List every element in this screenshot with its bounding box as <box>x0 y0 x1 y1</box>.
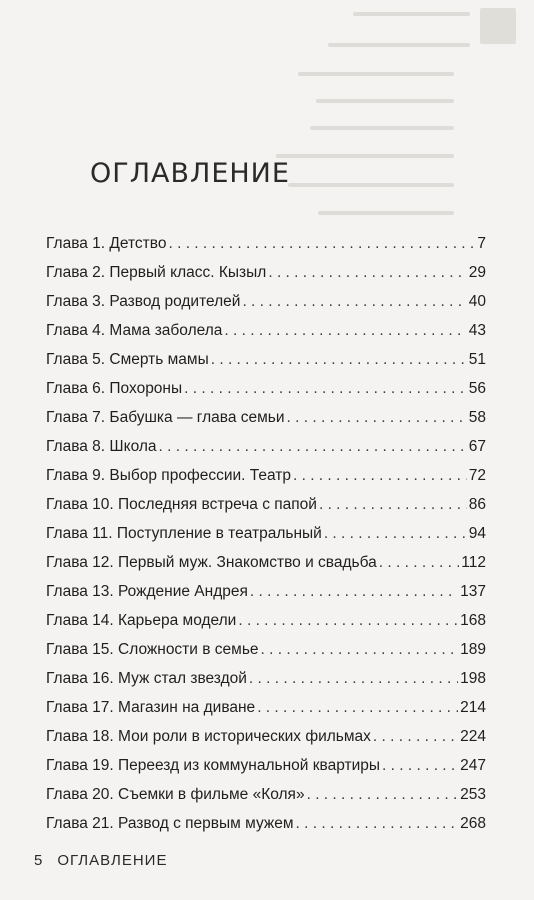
toc-entry <box>46 786 486 815</box>
toc-entry <box>46 583 486 612</box>
toc-entry <box>46 409 486 438</box>
toc-entry-page: 137 <box>460 583 486 600</box>
toc-entry-label: Глава 9. Выбор профессии. Театр <box>46 467 291 484</box>
dot-leader <box>249 670 458 688</box>
toc-entry-label: Глава 20. Съемки в фильме «Коля» <box>46 786 305 803</box>
toc-entry-label: Глава 3. Развод родителей <box>46 293 241 310</box>
dot-leader <box>257 699 458 717</box>
toc-entry <box>46 612 486 641</box>
toc-entry-page: 86 <box>468 496 486 513</box>
toc-entry <box>46 815 486 844</box>
toc-entry-page: 72 <box>468 467 486 484</box>
toc-entry <box>46 438 486 467</box>
dot-leader <box>324 525 467 543</box>
toc-entry-page: 112 <box>461 554 486 571</box>
toc-entry <box>46 554 486 583</box>
toc-entry-page: 56 <box>468 380 486 397</box>
page-footer <box>34 852 181 869</box>
toc-entry <box>46 322 486 351</box>
toc-entry <box>46 467 486 496</box>
toc-entry-page: 7 <box>477 235 486 252</box>
toc-entry <box>46 670 486 699</box>
dot-leader <box>168 235 475 253</box>
toc-entry-page: 247 <box>460 757 486 774</box>
toc-entry-page: 214 <box>460 699 486 716</box>
toc-entry-label: Глава 4. Мама заболела <box>46 322 223 339</box>
toc-entry-page: 189 <box>460 641 486 658</box>
toc-entry-page: 40 <box>468 293 486 310</box>
running-title: ОГЛАВЛЕНИЕ <box>57 852 168 869</box>
toc-entry-label: Глава 18. Мои роли в исторических фильмах <box>46 728 371 745</box>
dot-leader <box>159 438 467 456</box>
toc-entry-label: Глава 6. Похороны <box>46 380 183 397</box>
page-number: 5 <box>34 852 44 869</box>
toc-entry-page: 43 <box>468 322 486 339</box>
dot-leader <box>287 409 467 427</box>
toc-entry-label: Глава 5. Смерть мамы <box>46 351 209 368</box>
toc-entry <box>46 757 486 786</box>
toc-entry-label: Глава 12. Первый муж. Знакомство и свадьба <box>46 554 377 571</box>
toc-entry-page: 198 <box>460 670 486 687</box>
toc-entry-label: Глава 1. Детство <box>46 235 167 252</box>
toc-entry-page: 168 <box>460 612 486 629</box>
toc-entry-page: 224 <box>460 728 486 745</box>
toc-entry-label: Глава 21. Развод с первым мужем <box>46 815 294 832</box>
dot-leader <box>224 322 466 340</box>
dot-leader <box>373 728 458 746</box>
dot-leader <box>250 583 458 601</box>
toc-entry-label: Глава 2. Первый класс. Кызыл <box>46 264 267 281</box>
toc-entry <box>46 351 486 380</box>
toc-entry <box>46 699 486 728</box>
toc-entry <box>46 235 486 264</box>
dot-leader <box>238 612 458 630</box>
toc-entry <box>46 641 486 670</box>
toc-entry-label: Глава 7. Бабушка — глава семьи <box>46 409 285 426</box>
table-of-contents <box>46 235 486 844</box>
toc-entry-page: 253 <box>460 786 486 803</box>
page-title: ОГЛАВЛЕНИЕ <box>90 158 290 189</box>
dot-leader <box>379 554 460 572</box>
toc-entry-label: Глава 16. Муж стал звездой <box>46 670 247 687</box>
toc-entry-label: Глава 15. Сложности в семье <box>46 641 259 658</box>
toc-entry <box>46 728 486 757</box>
toc-entry-page: 67 <box>468 438 486 455</box>
toc-entry-page: 94 <box>468 525 486 542</box>
dot-leader <box>319 496 467 514</box>
toc-entry-label: Глава 8. Школа <box>46 438 157 455</box>
dot-leader <box>307 786 459 804</box>
dot-leader <box>382 757 458 775</box>
toc-entry <box>46 496 486 525</box>
toc-entry-label: Глава 11. Поступление в театральный <box>46 525 322 542</box>
show-through-texture <box>0 0 534 235</box>
dot-leader <box>211 351 467 369</box>
toc-entry-label: Глава 14. Карьера модели <box>46 612 237 629</box>
toc-entry <box>46 525 486 554</box>
toc-entry-page: 29 <box>468 264 486 281</box>
toc-entry <box>46 264 486 293</box>
toc-entry-page: 58 <box>468 409 486 426</box>
toc-entry-label: Глава 19. Переезд из коммунальной квартиры <box>46 757 381 774</box>
toc-entry-page: 268 <box>460 815 486 832</box>
dot-leader <box>184 380 467 398</box>
toc-entry-label: Глава 13. Рождение Андрея <box>46 583 248 600</box>
dot-leader <box>296 815 459 833</box>
dot-leader <box>242 293 466 311</box>
toc-entry <box>46 293 486 322</box>
toc-entry-label: Глава 17. Магазин на диване <box>46 699 256 716</box>
toc-entry-label: Глава 10. Последняя встреча с папой <box>46 496 317 513</box>
toc-entry-page: 51 <box>468 351 486 368</box>
dot-leader <box>261 641 459 659</box>
toc-entry <box>46 380 486 409</box>
dot-leader <box>293 467 467 485</box>
dot-leader <box>268 264 466 282</box>
